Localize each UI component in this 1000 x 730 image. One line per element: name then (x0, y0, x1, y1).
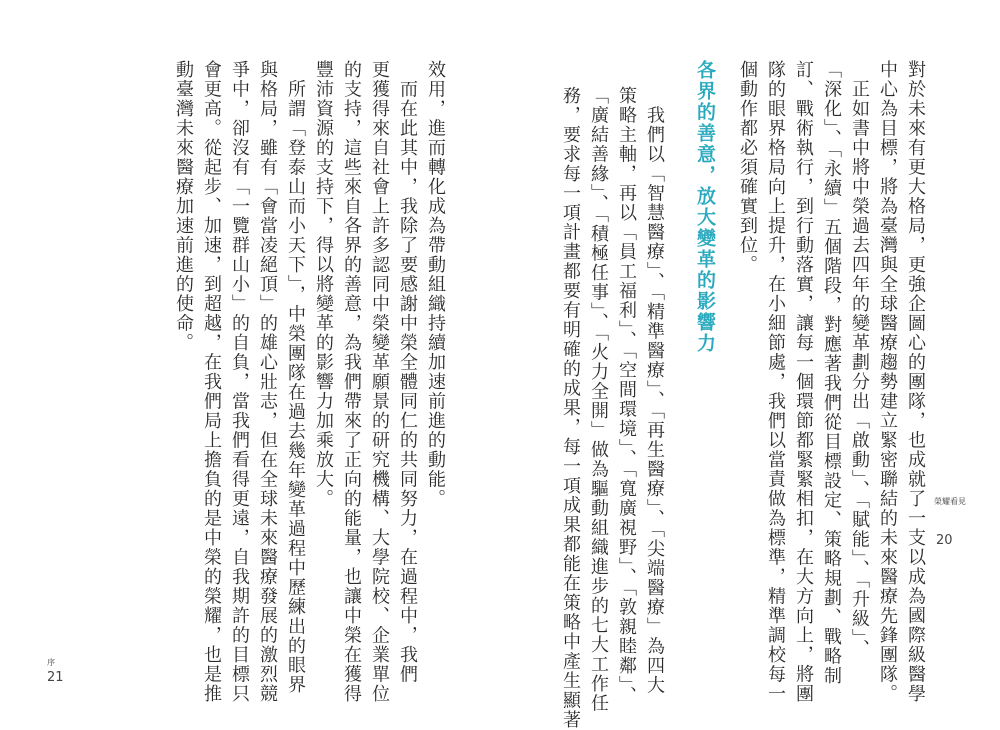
body-column: 務，要求每一項計畫都要有明確的成果，每一項成果都能在策略中產生顯著 (560, 86, 581, 730)
body-column: 與格局，雖有「會當凌絕頂」的雄心壯志，但在全球未來醫療發展的激烈競 (257, 60, 278, 704)
page-number: 20 (936, 533, 953, 548)
body-column: 更獲得來自社會上許多認同中榮變革願景的研究機構、大學院校、企業單位 (369, 60, 390, 704)
body-column: 的支持，這些來自各界的善意，為我們帶來了正向的能量，也讓中榮在獲得 (341, 60, 362, 704)
running-head: 序 (47, 658, 55, 667)
body-column: 正如書中將中榮過去四年的變革劃分出「啟動」、「賦能」、「升級」、 (849, 60, 870, 659)
section-heading: 各界的善意，放大變革的影響力 (694, 60, 716, 354)
right-page (510, 0, 1000, 730)
body-column: 隊的眼界格局向上提升，在小細節處，我們以當責做為標準，精準調校每一 (765, 60, 786, 704)
body-column: 所謂「登泰山而小天下」，中榮團隊在過去幾年變革過程中歷練出的眼界 (285, 60, 306, 695)
body-column: 中心為目標，將為臺灣與全球醫療趨勢建立緊密聯結的未來醫療先鋒團隊。 (877, 60, 898, 704)
body-column: 會更高。從起步、加速，到超越，在我們局上擔負的是中榮的榮耀，也是推 (201, 60, 222, 704)
body-column: 訂、戰術執行，到行動落實，讓每一個環節都緊緊相扣，在大方向上，將團 (793, 60, 814, 704)
body-column: 效用，進而轉化成為帶動組織持續加速前進的動能。 (425, 60, 446, 509)
body-column: 豐沛資源的支持下，得以將變革的影響力加乘放大。 (313, 60, 334, 509)
page-number: 21 (47, 670, 64, 685)
running-head: 榮耀看見 (934, 497, 966, 506)
body-column: 而在此其中，我除了要感謝中榮全體同仁的共同努力，在過程中，我們 (397, 60, 418, 684)
body-column: 對於未來有更大格局，更強企圖心的團隊，也成就了一支以成為國際級醫學 (905, 60, 926, 704)
body-column: 個動作都必須確實到位。 (737, 60, 758, 275)
body-column: 我們以「智慧醫療」、「精準醫療」、「再生醫療」、「尖端醫療」為四大 (644, 86, 665, 695)
body-column: 「廣結善緣」、「積極任事」、「火力全開」做為驅動組織進步的七大工作任 (588, 86, 609, 713)
body-column: 策略主軸，再以「員工福利」、「空間環境」、「寬廣視野」、「敦親睦鄰」、 (616, 86, 637, 706)
body-column: 爭中，卻沒有「一覽群山小」的自負，當我們看得更遠，自我期許的目標只 (229, 60, 250, 704)
body-column: 「深化」、「永續」五個階段，對應著我們從目標設定、策略規劃、戰略制 (821, 60, 842, 686)
body-column: 動臺灣未來醫療加速前進的使命。 (173, 60, 194, 353)
left-page (0, 0, 500, 712)
